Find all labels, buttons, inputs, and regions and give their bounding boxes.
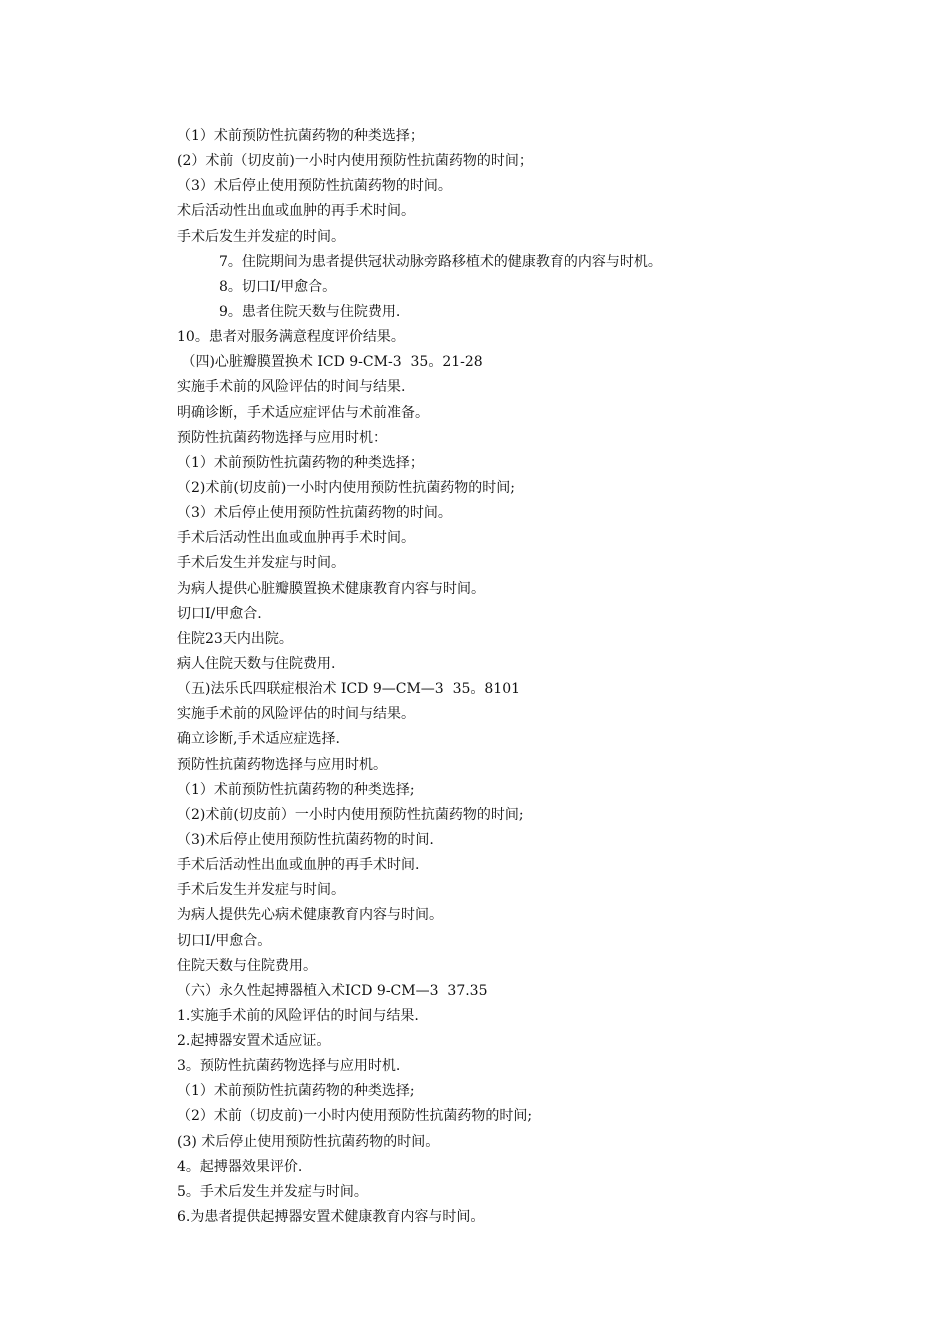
text-line: （五)法乐氏四联症根治术 ICD 9—CM—3 35。8101	[177, 681, 521, 698]
text-line: 10。患者对服务满意程度评价结果。	[177, 329, 405, 346]
text-line: 9。患者住院天数与住院费用.	[219, 303, 401, 320]
text-line: (2）术前（切皮前)一小时内使用预防性抗菌药物的时间；	[177, 153, 533, 170]
text-line: 4。起搏器效果评价.	[177, 1158, 303, 1175]
text-line: 住院天数与住院费用。	[177, 957, 317, 974]
text-line: （3）术后停止使用预防性抗菌药物的时间。	[177, 505, 452, 522]
text-line: （3)术后停止使用预防性抗菌药物的时间.	[177, 831, 434, 848]
text-line: 实施手术前的风险评估的时间与结果.	[177, 379, 406, 396]
text-line: 手术后活动性出血或血肿再手术时间。	[177, 530, 415, 547]
text-line: （1）术前预防性抗菌药物的种类选择;	[177, 781, 415, 798]
text-line: （3）术后停止使用预防性抗菌药物的时间。	[177, 178, 452, 195]
text-line: 为病人提供先心病术健康教育内容与时间。	[177, 907, 443, 924]
text-line: 预防性抗菌药物选择与应用时机：	[177, 429, 387, 446]
text-line: 1.实施手术前的风险评估的时间与结果.	[177, 1007, 419, 1024]
text-line: 切口Ⅰ/甲愈合.	[177, 605, 262, 622]
text-line: （1）术前预防性抗菌药物的种类选择；	[177, 454, 424, 471]
text-line: 切口Ⅰ/甲愈合。	[177, 932, 272, 949]
text-line: 6.为患者提供起搏器安置术健康教育内容与时间。	[177, 1209, 485, 1226]
document-body	[177, 124, 917, 1230]
text-line: 手术后发生并发症与时间。	[177, 882, 345, 899]
text-line: （1）术前预防性抗菌药物的种类选择;	[177, 1083, 415, 1100]
text-line: 实施手术前的风险评估的时间与结果。	[177, 706, 415, 723]
text-line: （1）术前预防性抗菌药物的种类选择；	[177, 128, 424, 144]
text-line: 7。住院期间为患者提供冠状动脉旁路移植术的健康教育的内容与时机。	[219, 253, 662, 270]
text-line: (3) 术后停止使用预防性抗菌药物的时间。	[177, 1133, 440, 1150]
text-line: 5。手术后发生并发症与时间。	[177, 1183, 368, 1200]
text-line: 明确诊断，手术适应症评估与术前准备。	[177, 404, 429, 421]
text-line: 确立诊断,手术适应症选择.	[177, 731, 340, 748]
text-line: 手术后活动性出血或血肿的再手术时间.	[177, 857, 420, 874]
text-line: 住院23天内出院。	[177, 630, 293, 647]
text-line: （2)术前(切皮前）一小时内使用预防性抗菌药物的时间;	[177, 806, 524, 823]
text-line: 术后活动性出血或血肿的再手术时间。	[177, 203, 415, 220]
text-line: 手术后发生并发症与时间。	[177, 555, 345, 572]
text-line: 手术后发生并发症的时间。	[177, 228, 345, 245]
text-line: （2)术前(切皮前)一小时内使用预防性抗菌药物的时间;	[177, 479, 516, 496]
text-line: 为病人提供心脏瓣膜置换术健康教育内容与时间。	[177, 580, 485, 597]
text-line: 2.起搏器安置术适应证。	[177, 1033, 331, 1050]
text-line: 预防性抗菌药物选择与应用时机。	[177, 756, 387, 773]
text-line: （四)心脏瓣膜置换术 ICD 9-CM-3 35。21-28	[177, 354, 483, 371]
text-line: 8。切口Ⅰ/甲愈合。	[219, 278, 337, 295]
text-line: 3。预防性抗菌药物选择与应用时机.	[177, 1058, 401, 1075]
text-line: （六）永久性起搏器植入术ICD 9-CM—3 37.35	[177, 982, 488, 999]
text-line: （2）术前（切皮前)一小时内使用预防性抗菌药物的时间;	[177, 1108, 533, 1125]
text-line: 病人住院天数与住院费用.	[177, 655, 336, 672]
